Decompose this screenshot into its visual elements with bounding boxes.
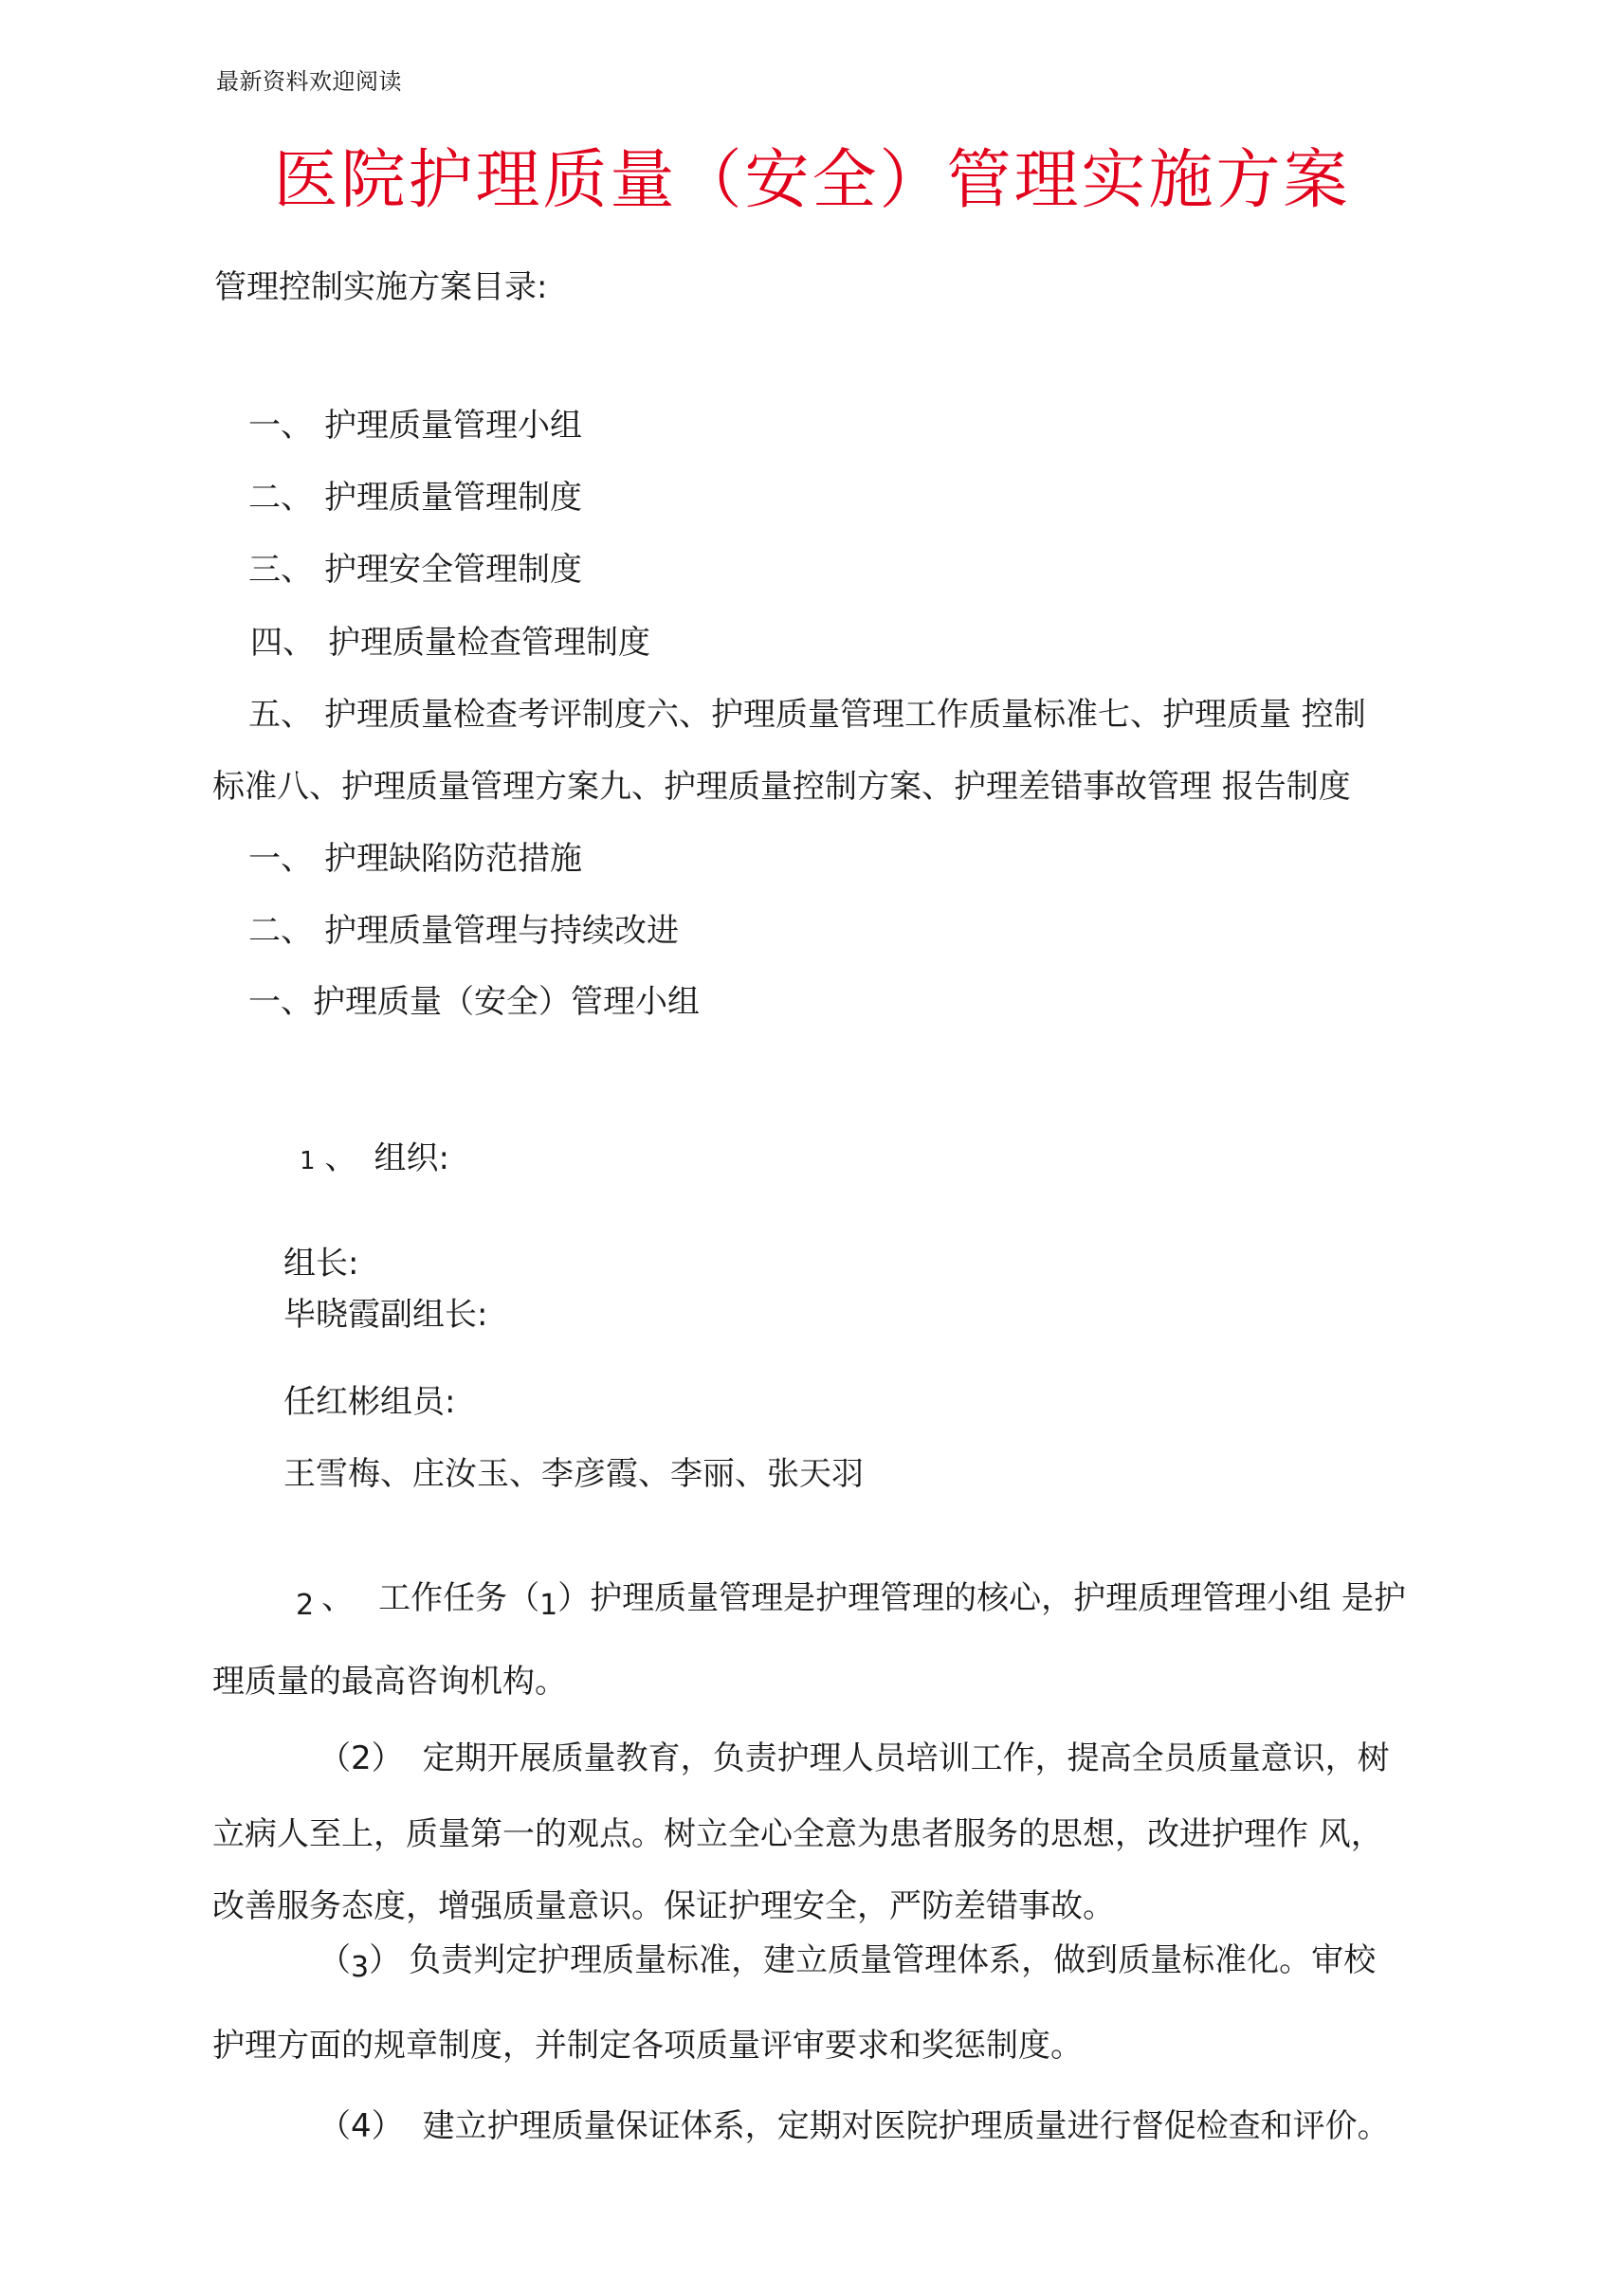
toc-item-1 xyxy=(248,407,582,445)
header-note: 最新资料欢迎阅读 xyxy=(216,68,402,95)
task-item-4-line-1 xyxy=(319,2107,1390,2145)
toc-item-text: 护理安全管理制度 xyxy=(324,551,582,589)
subsection-separator: 、 xyxy=(324,1139,357,1177)
task-number: （2） xyxy=(319,1739,404,1777)
task-item-1-line-1 xyxy=(296,1579,1406,1622)
document-title: 医院护理质量（安全）管理实施方案 xyxy=(273,143,1351,218)
task-text: 负责判定护理质量标准，建立质量管理体系，做到质量标准化。审校 xyxy=(409,1941,1377,1979)
toc-item-5-line-2: 标准八、护理质量管理方案九、护理质量控制方案、护理差错事故管理 报告制度 xyxy=(212,768,1351,806)
task-text: 护理质量管理是护理管理的核心，护理质理管理小组 是护 xyxy=(590,1579,1406,1617)
toc-item-text: 护理缺陷防范措施 xyxy=(324,840,582,878)
task-number: 1 xyxy=(539,1589,558,1622)
toc-item-4 xyxy=(250,624,650,662)
leader-line: 毕晓霞副组长: xyxy=(283,1296,488,1334)
task-number-close: ） xyxy=(369,1941,402,1979)
leader-label: 组长: xyxy=(283,1245,359,1283)
task-text: 定期开展质量教育，负责护理人员培训工作，提高全员质量意识，树 xyxy=(422,1739,1390,1777)
subsection-number: 1 xyxy=(300,1147,316,1175)
toc-extra-item-2 xyxy=(248,912,679,950)
toc-item-number: 一、 xyxy=(248,407,313,445)
task-item-3-line-2: 护理方面的规章制度，并制定各项质量评审要求和奖惩制度。 xyxy=(212,2027,1083,2065)
subsection-number: 2 xyxy=(296,1589,315,1622)
toc-item-number: 二、 xyxy=(248,912,313,950)
task-number: （4） xyxy=(319,2107,404,2145)
subsection-1-organization xyxy=(300,1139,450,1177)
toc-extra-item-1 xyxy=(248,840,582,878)
toc-item-number: 三、 xyxy=(248,551,313,589)
toc-item-3 xyxy=(248,551,582,589)
subsection-label: 组织: xyxy=(374,1139,450,1177)
toc-item-number: 五、 xyxy=(248,696,313,734)
task-item-1-line-2: 理质量的最高咨询机构。 xyxy=(212,1663,567,1701)
vice-leader-line: 任红彬组员: xyxy=(283,1383,456,1421)
toc-item-number: 一、 xyxy=(248,840,313,878)
task-item-2-line-3: 改善服务态度，增强质量意识。保证护理安全，严防差错事故。 xyxy=(212,1887,1115,1925)
subsection-label: 工作任务（ xyxy=(378,1579,540,1617)
toc-item-number: 二、 xyxy=(248,479,313,517)
toc-heading: 管理控制实施方案目录: xyxy=(214,268,548,306)
task-text: 建立护理质量保证体系，定期对医院护理质量进行督促检查和评价。 xyxy=(422,2107,1390,2145)
toc-item-text: 护理质量管理制度 xyxy=(324,479,582,517)
toc-item-2 xyxy=(248,479,582,517)
task-number: 3 xyxy=(351,1951,370,1984)
task-number-open: （ xyxy=(319,1941,351,1979)
members-line: 王雪梅、庄汝玉、李彦霞、李丽、张天羽 xyxy=(283,1455,864,1493)
toc-item-text: 护理质量检查考评制度六、护理质量管理工作质量标准七、护理质量 控制 xyxy=(324,696,1366,734)
toc-item-number: 四、 xyxy=(250,624,315,662)
toc-item-5-line-1 xyxy=(248,696,1366,734)
task-number-close: ） xyxy=(557,1579,591,1617)
task-item-3-line-1 xyxy=(319,1941,1377,1984)
task-item-2-line-2: 立病人至上，质量第一的观点。树立全心全意为患者服务的思想，改进护理作 风， xyxy=(212,1815,1383,1853)
subsection-separator: 、 xyxy=(321,1579,355,1617)
toc-item-text: 护理质量管理与持续改进 xyxy=(324,912,679,950)
section-1-heading: 一、护理质量（安全）管理小组 xyxy=(248,983,700,1021)
task-item-2-line-1 xyxy=(319,1739,1390,1777)
toc-item-text: 护理质量检查管理制度 xyxy=(328,624,650,662)
toc-item-text: 护理质量管理小组 xyxy=(324,407,582,445)
